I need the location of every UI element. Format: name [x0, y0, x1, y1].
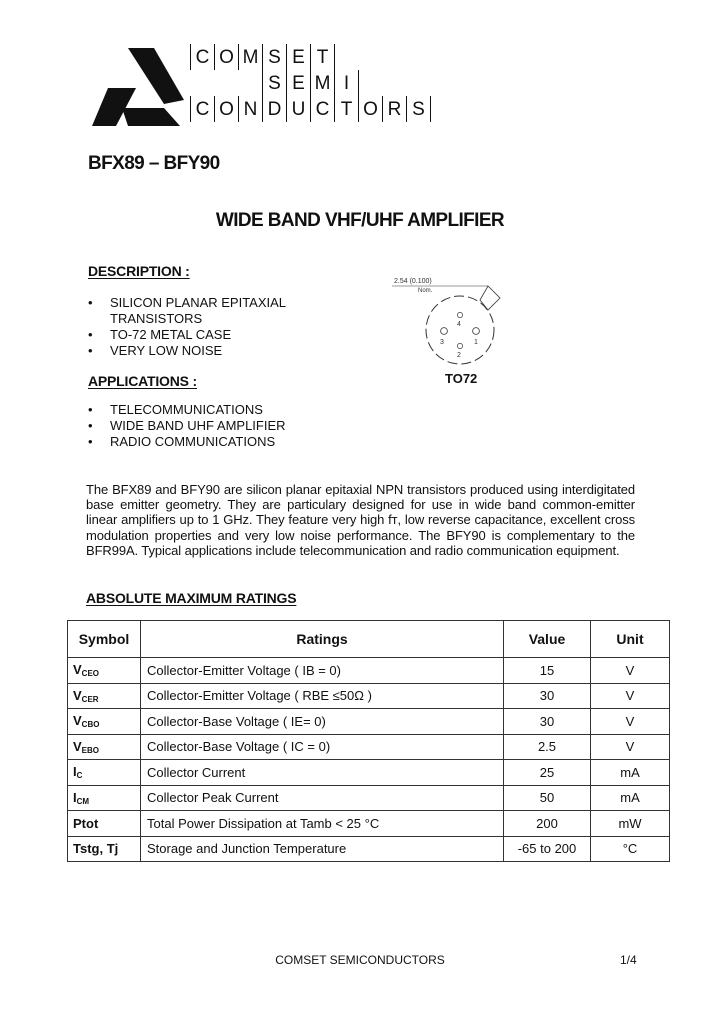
list-item: • WIDE BAND UHF AMPLIFIER	[88, 418, 348, 434]
logo-letter: O	[214, 96, 238, 122]
pin-label: 4	[457, 321, 461, 328]
symbol-cell: $V_{CER}$	[68, 683, 141, 709]
logo-letter: T	[334, 96, 358, 122]
table-row	[68, 760, 670, 786]
rating-cell: Storage and Junction Temperature	[141, 836, 504, 862]
footer-company: COMSET SEMICONDUCTORS	[275, 953, 445, 967]
unit-cell: °C	[591, 836, 670, 862]
applications-heading: APPLICATIONS :	[88, 373, 197, 389]
rating-cell: Collector-Emitter Voltage ( IB = 0)	[141, 658, 504, 684]
symbol-cell: $V_{CEO}$	[68, 658, 141, 684]
rating-cell: Collector Peak Current	[141, 785, 504, 811]
logo-letter: U	[286, 96, 310, 122]
logo-letter: E	[286, 44, 310, 70]
logo-divider	[334, 44, 335, 70]
logo-letter: C	[190, 44, 214, 70]
applications-list	[88, 402, 348, 450]
pin-label: 1	[474, 339, 478, 346]
page-title: WIDE BAND VHF/UHF AMPLIFIER	[215, 210, 505, 231]
logo-letter: N	[238, 96, 262, 122]
logo-letter: D	[262, 96, 286, 122]
table-row	[68, 785, 670, 811]
symbol-cell: $V_{CBO}$	[68, 709, 141, 735]
dimension-sub: Nom.	[418, 288, 433, 294]
rating-cell: Total Power Dissipation at Tamb < 25 °C	[141, 811, 504, 837]
unit-cell: mA	[591, 760, 670, 786]
table-row	[68, 734, 670, 760]
value-cell: 30	[504, 709, 591, 735]
description-paragraph: The BFX89 and BFY90 are silicon planar epitaxial NPN transistors produced using interdigitated base emitter geometry. They are particulary designed for use in wide band common-emitter linear amplifiers up to 1 GHz. They feature very high fᴛ, low reverse capacitance, excellent cross modulation properties and very low noise performance. The BFY90 is complementary to the BFR99A. Typical applications include telecommunication and radio communication equipment.	[86, 482, 635, 558]
value-cell: 50	[504, 785, 591, 811]
column-header: Unit	[591, 621, 670, 658]
logo-letter: S	[406, 96, 430, 122]
value-cell: 2.5	[504, 734, 591, 760]
package-label: TO72	[445, 371, 478, 386]
column-header: Symbol	[68, 621, 141, 658]
table-row	[68, 811, 670, 837]
value-cell: -65 to 200	[504, 836, 591, 862]
ratings-heading: ABSOLUTE MAXIMUM RATINGS	[86, 590, 297, 606]
comset-logo-icon	[88, 44, 192, 126]
page-number: 1/4	[620, 953, 637, 967]
logo-letter: I	[334, 70, 358, 96]
symbol-cell: $V_{EBO}$	[68, 734, 141, 760]
rating-cell: Collector-Base Voltage ( IE= 0)	[141, 709, 504, 735]
unit-cell: V	[591, 734, 670, 760]
value-cell: 25	[504, 760, 591, 786]
logo-letter: E	[286, 70, 310, 96]
logo-divider	[358, 70, 359, 96]
logo-letter: O	[358, 96, 382, 122]
logo-letter: C	[310, 96, 334, 122]
symbol-cell: Tstg, Tj	[68, 836, 141, 862]
list-item: • VERY LOW NOISE	[88, 343, 318, 359]
ratings-table	[67, 620, 670, 862]
unit-cell: V	[591, 683, 670, 709]
value-cell: 15	[504, 658, 591, 684]
table-row	[68, 658, 670, 684]
description-list	[88, 295, 318, 359]
column-header: Ratings	[141, 621, 504, 658]
logo-letter: T	[310, 44, 334, 70]
table-row	[68, 836, 670, 862]
part-title: BFX89 – BFY90	[88, 153, 220, 174]
table-row	[68, 709, 670, 735]
symbol-cell: Ptot	[68, 811, 141, 837]
unit-cell: V	[591, 658, 670, 684]
logo-letter: O	[214, 44, 238, 70]
value-cell: 30	[504, 683, 591, 709]
value-cell: 200	[504, 811, 591, 837]
list-item: • SILICON PLANAR EPITAXIAL TRANSISTORS	[88, 295, 318, 327]
unit-cell: V	[591, 709, 670, 735]
pin-label: 2	[457, 352, 461, 359]
to72-package-diagram	[388, 270, 518, 370]
logo-letter: M	[310, 70, 334, 96]
list-item: • TELECOMMUNICATIONS	[88, 402, 348, 418]
dimension-text: 2.54 (0.100)	[394, 278, 432, 285]
logo-letter: C	[190, 96, 214, 122]
logo-divider	[430, 96, 431, 122]
pin-label: 3	[440, 339, 444, 346]
column-header: Value	[504, 621, 591, 658]
table-header-row	[68, 621, 670, 658]
unit-cell: mA	[591, 785, 670, 811]
logo-letter: S	[262, 44, 286, 70]
rating-cell: Collector Current	[141, 760, 504, 786]
description-heading: DESCRIPTION :	[88, 263, 190, 279]
logo-letter: M	[238, 44, 262, 70]
logo-letter: R	[382, 96, 406, 122]
symbol-cell: $I_C$	[68, 760, 141, 786]
logo-letter: S	[262, 70, 286, 96]
rating-cell: Collector-Emitter Voltage ( RBE ≤50Ω )	[141, 683, 504, 709]
list-item: • TO-72 METAL CASE	[88, 327, 318, 343]
rating-cell: Collector-Base Voltage ( IC = 0)	[141, 734, 504, 760]
list-item: • RADIO COMMUNICATIONS	[88, 434, 348, 450]
table-row	[68, 683, 670, 709]
symbol-cell: $I_{CM}$	[68, 785, 141, 811]
unit-cell: mW	[591, 811, 670, 837]
